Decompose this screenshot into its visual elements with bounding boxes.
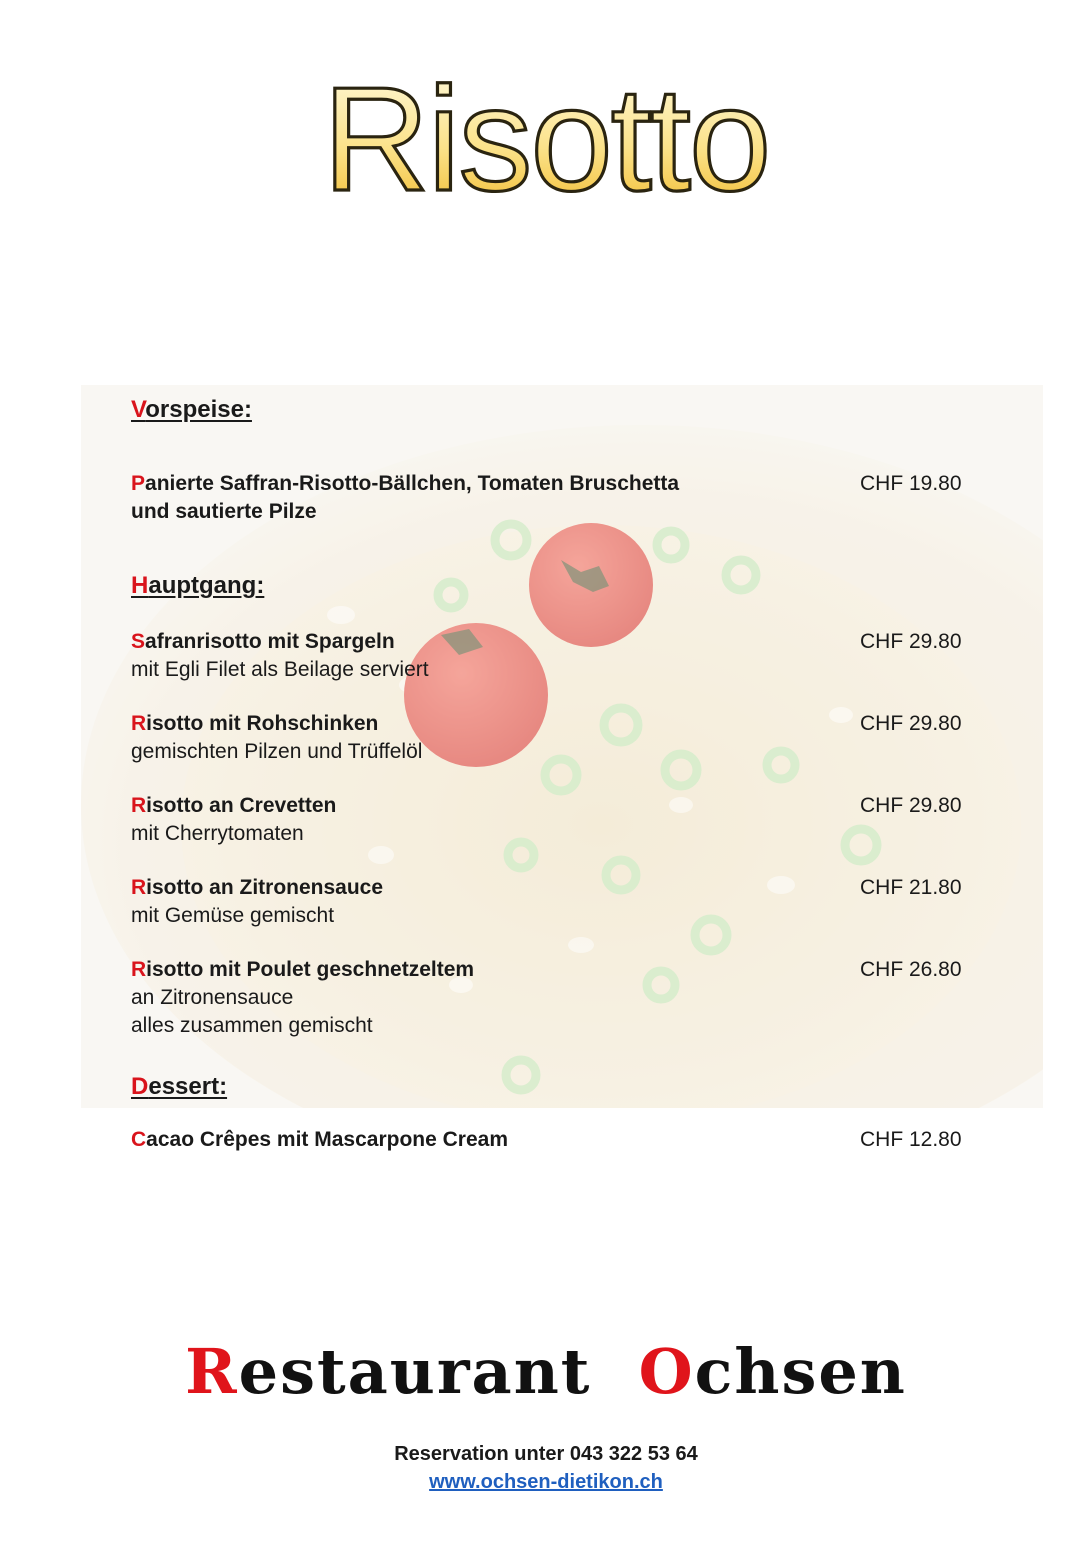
item-name-text: afranrisotto mit Spargeln [145, 630, 395, 653]
item-description: gemischten Pilzen und Trüffelöl [131, 740, 423, 763]
restaurant-name-initial-1: R [185, 1335, 239, 1408]
item-description: mit Cherrytomaten [131, 822, 304, 845]
section-initial: H [131, 572, 149, 599]
website-link-wrap [0, 1471, 1092, 1494]
section-label: essert: [148, 1073, 228, 1100]
restaurant-name-rest-2: chsen [694, 1335, 907, 1408]
item-price: CHF 29.80 [860, 630, 962, 653]
item-price: CHF 29.80 [860, 794, 962, 817]
item-description: und sautierte Pilze [131, 500, 317, 523]
item-description: mit Gemüse gemischt [131, 904, 335, 927]
item-initial: R [131, 958, 147, 981]
item-initial: C [131, 1128, 147, 1151]
item-name-text: isotto an Crevetten [146, 794, 337, 817]
restaurant-name-rest-1: estaurant [238, 1335, 592, 1408]
item-price: CHF 19.80 [860, 472, 962, 495]
section-heading-hauptgang [131, 572, 264, 600]
item-initial: S [131, 630, 146, 653]
item-name-text: acao Crêpes mit Mascarpone Cream [146, 1128, 508, 1151]
section-label: auptgang: [148, 572, 265, 599]
item-name-text: isotto mit Rohschinken [146, 712, 379, 735]
item-price: CHF 26.80 [860, 958, 962, 981]
page-title-text: Risotto [322, 62, 770, 212]
section-initial: D [131, 1073, 149, 1100]
section-initial: V [131, 396, 146, 423]
item-name-text: isotto mit Poulet geschnetzeltem [146, 958, 475, 981]
item-initial: R [131, 712, 147, 735]
item-price: CHF 21.80 [860, 876, 962, 899]
item-price: CHF 29.80 [860, 712, 962, 735]
section-heading-vorspeise [131, 396, 252, 424]
website-link[interactable]: www.ochsen-dietikon.ch [429, 1471, 663, 1493]
section-heading-dessert [131, 1073, 227, 1101]
item-initial: R [131, 794, 147, 817]
item-price: CHF 12.80 [860, 1128, 962, 1151]
item-name-text: isotto an Zitronensauce [146, 876, 384, 899]
reservation-phone: Reservation unter 043 322 53 64 [394, 1443, 698, 1465]
restaurant-name-initial-2: O [638, 1335, 695, 1408]
item-initial: P [131, 472, 146, 495]
item-initial: R [131, 876, 147, 899]
item-description: mit Egli Filet als Beilage serviert [131, 658, 429, 681]
section-label: orspeise: [145, 396, 252, 423]
item-name-text: anierte Saffran-Risotto-Bällchen, Tomaten Bruschetta [145, 472, 680, 495]
item-description: an Zitronensauce [131, 986, 294, 1009]
restaurant-name [0, 1335, 1092, 1408]
item-description-2: alles zusammen gemischt [131, 1014, 373, 1037]
